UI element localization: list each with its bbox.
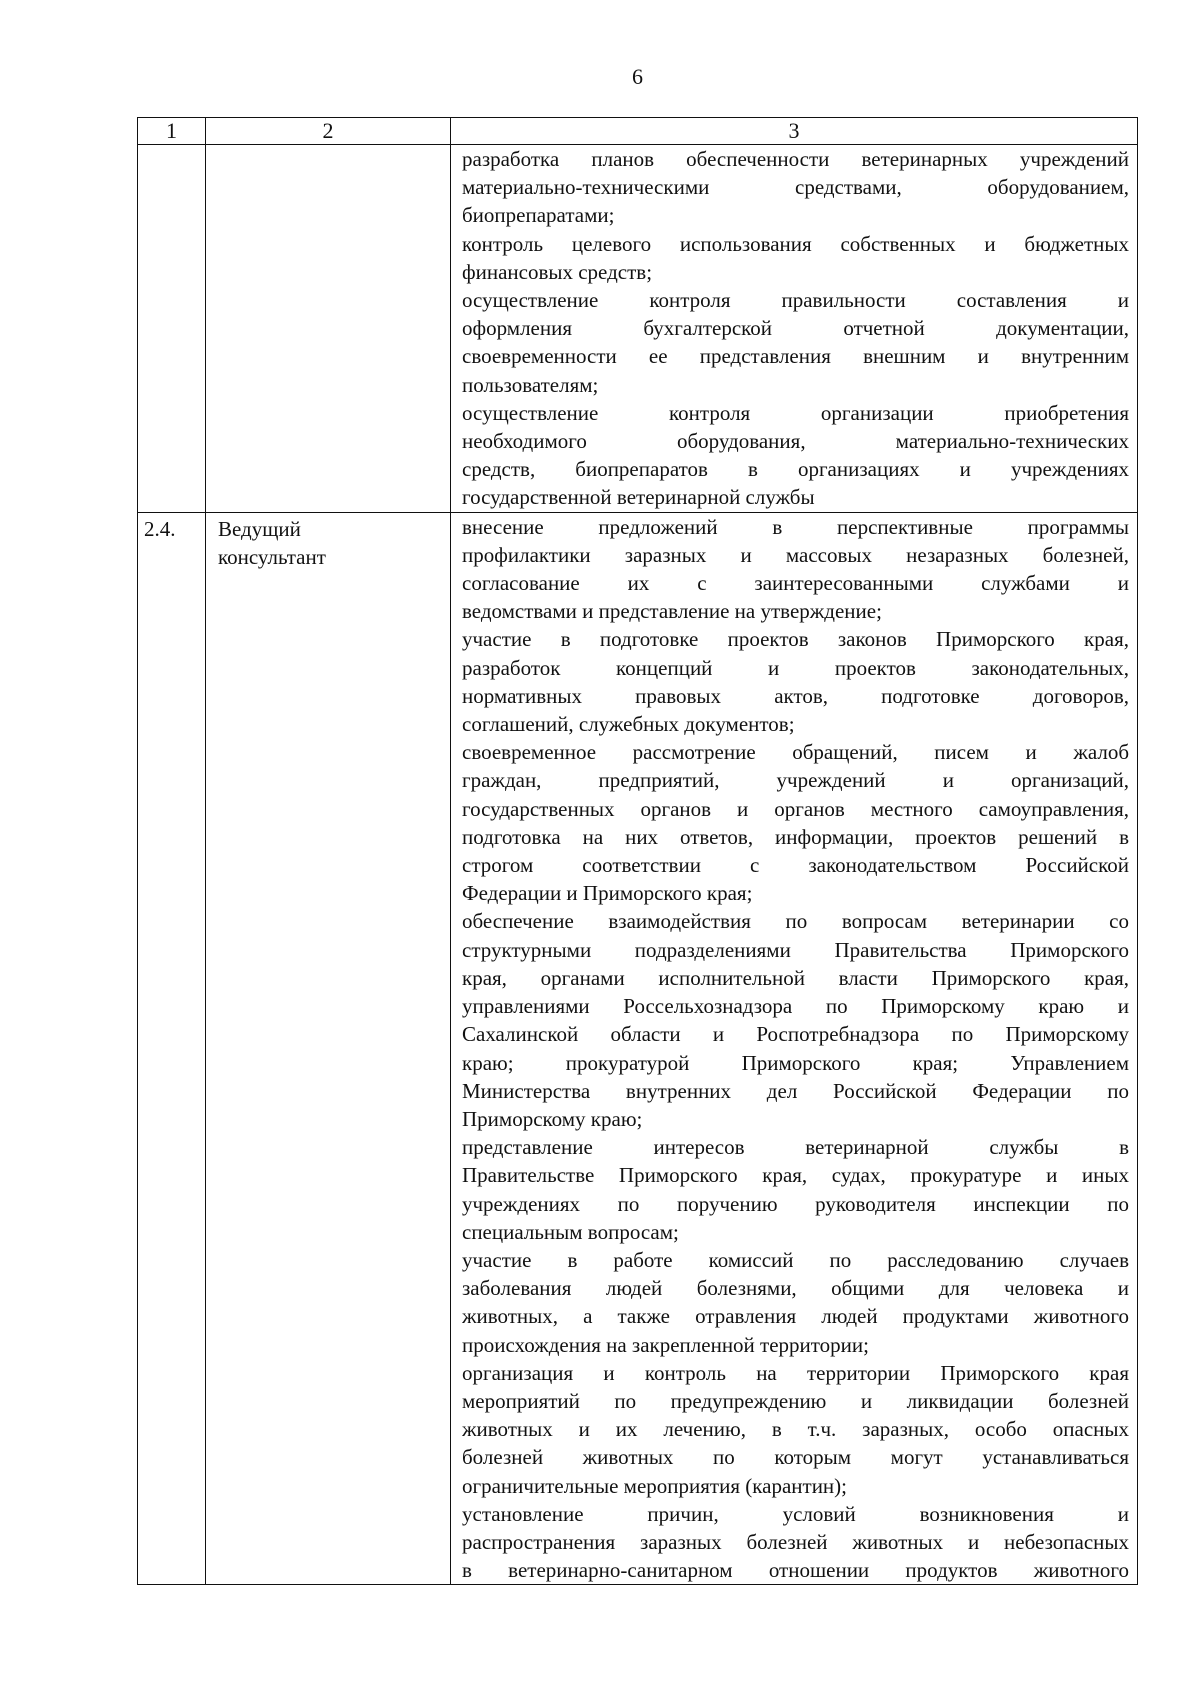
duty-line: управлениями Россельхознадзора по Приморскому краю и: [462, 994, 1129, 1019]
duty-line: участие в подготовке проектов законов Приморского края,: [462, 627, 1129, 652]
duty-line: строгом соответствии с законодательством Российской: [462, 853, 1129, 878]
duty-line: Министерства внутренних дел Российской Федерации по: [462, 1078, 1129, 1103]
duty-line: Федерации и Приморского края;: [462, 881, 753, 906]
duty-line: распространения заразных болезней животных и небезопасных: [462, 1529, 1129, 1554]
duty-line: животных и их лечению, в т.ч. заразных, особо опасных: [462, 1417, 1129, 1442]
duty-item: [462, 907, 1129, 1133]
table-row: [138, 145, 1138, 513]
duty-line: финансовых средств;: [462, 259, 653, 284]
duty-line: мероприятий по предупреждению и ликвидации болезней: [462, 1388, 1129, 1413]
duty-line: своевременности ее представления внешним и внутренним: [462, 344, 1129, 369]
duty-item: [462, 513, 1129, 626]
duty-line: государственных органов и органов местного самоуправления,: [462, 796, 1129, 821]
duty-line: необходимого оборудования, материально-технических: [462, 429, 1129, 454]
duty-item: [462, 399, 1129, 512]
duty-line: профилактики заразных и массовых незаразных болезней,: [462, 542, 1129, 567]
duty-line: болезней животных по которым могут устанавливаться: [462, 1445, 1129, 1470]
duty-line: материально-техническими средствами, оборудованием,: [462, 175, 1129, 200]
duty-line: согласование их с заинтересованными службами и: [462, 571, 1129, 596]
duty-line: средств, биопрепаратов в организациях и учреждениях: [462, 457, 1129, 482]
duties-cell: [451, 512, 1138, 1585]
duty-line: контроль целевого использования собственных и бюджетных: [462, 231, 1129, 256]
column-header-duties: 3: [451, 118, 1138, 145]
duty-item: [462, 145, 1129, 230]
column-header-position: 2: [206, 118, 451, 145]
duty-item: [462, 1133, 1129, 1246]
duty-line: пользователям;: [462, 372, 599, 397]
duty-line: заболевания людей болезнями, общими для человека и: [462, 1276, 1129, 1301]
duty-line: нормативных правовых актов, подготовке договоров,: [462, 683, 1129, 708]
duty-item: [462, 286, 1129, 399]
duty-line: края, органами исполнительной власти Приморского края,: [462, 965, 1129, 990]
duty-line: краю; прокуратурой Приморского края; Управлением: [462, 1050, 1129, 1075]
duty-line: осуществление контроля организации приобретения: [462, 400, 1129, 425]
duty-line: разработок концепций и проектов законодательных,: [462, 655, 1129, 680]
duty-item: [462, 1500, 1129, 1585]
duty-line: граждан, предприятий, учреждений и организаций,: [462, 768, 1129, 793]
duty-line: структурными подразделениями Правительства Приморского: [462, 937, 1129, 962]
position-title-line: консультант: [218, 544, 326, 569]
duty-line: соглашений, служебных документов;: [462, 712, 795, 737]
duty-line: биопрепаратами;: [462, 203, 615, 228]
duty-line: специальным вопросам;: [462, 1219, 679, 1244]
duties-cell: [451, 145, 1138, 513]
duty-line: своевременное рассмотрение обращений, писем и жалоб: [462, 740, 1129, 765]
duty-line: подготовка на них ответов, информации, проектов решений в: [462, 824, 1129, 849]
table-header-row: [138, 118, 1138, 145]
row-number-cell: 2.4.: [138, 512, 206, 1585]
duty-line: представление интересов ветеринарной службы в: [462, 1135, 1129, 1160]
duty-line: государственной ветеринарной службы: [462, 485, 815, 510]
duty-line: разработка планов обеспеченности ветеринарных учреждений: [462, 147, 1129, 171]
position-cell: [206, 145, 451, 513]
row-number-cell: [138, 145, 206, 513]
duty-item: [462, 625, 1129, 738]
table-row: [138, 512, 1138, 1585]
duty-line: оформления бухгалтерской отчетной документации,: [462, 316, 1129, 341]
duty-item: [462, 1246, 1129, 1359]
position-title-line: Ведущий: [218, 516, 301, 541]
duties-table: [137, 117, 1138, 1585]
duty-line: обеспечение взаимодействия по вопросам ветеринарии со: [462, 909, 1129, 934]
duty-line: Приморскому краю;: [462, 1106, 643, 1131]
duty-line: осуществление контроля правильности составления и: [462, 288, 1129, 313]
duty-line: установление причин, условий возникновения и: [462, 1501, 1129, 1526]
duty-line: ограничительные мероприятия (карантин);: [462, 1473, 847, 1498]
duty-line: участие в работе комиссий по расследованию случаев: [462, 1247, 1129, 1272]
duty-line: Сахалинской области и Роспотребнадзора по Приморскому: [462, 1022, 1129, 1047]
duty-line: происхождения на закрепленной территории;: [462, 1332, 869, 1357]
duty-line: внесение предложений в перспективные программы: [462, 514, 1129, 539]
duty-line: ведомствами и представление на утверждение;: [462, 599, 882, 624]
duty-line: Правительстве Приморского края, судах, прокуратуре и иных: [462, 1163, 1129, 1188]
duty-line: в ветеринарно-санитарном отношении продуктов животного: [462, 1558, 1129, 1583]
duty-line: учреждениях по поручению руководителя инспекции по: [462, 1191, 1129, 1216]
duty-item: [462, 230, 1129, 286]
duty-line: организация и контроль на территории Приморского края: [462, 1360, 1129, 1385]
duty-item: [462, 1359, 1129, 1500]
page-number: 6: [632, 64, 643, 89]
duty-line: животных, а также отравления людей продуктами животного: [462, 1304, 1129, 1329]
duty-item: [462, 738, 1129, 907]
position-cell: [206, 512, 451, 1585]
column-header-number: 1: [138, 118, 206, 145]
table-body: [138, 145, 1138, 1585]
